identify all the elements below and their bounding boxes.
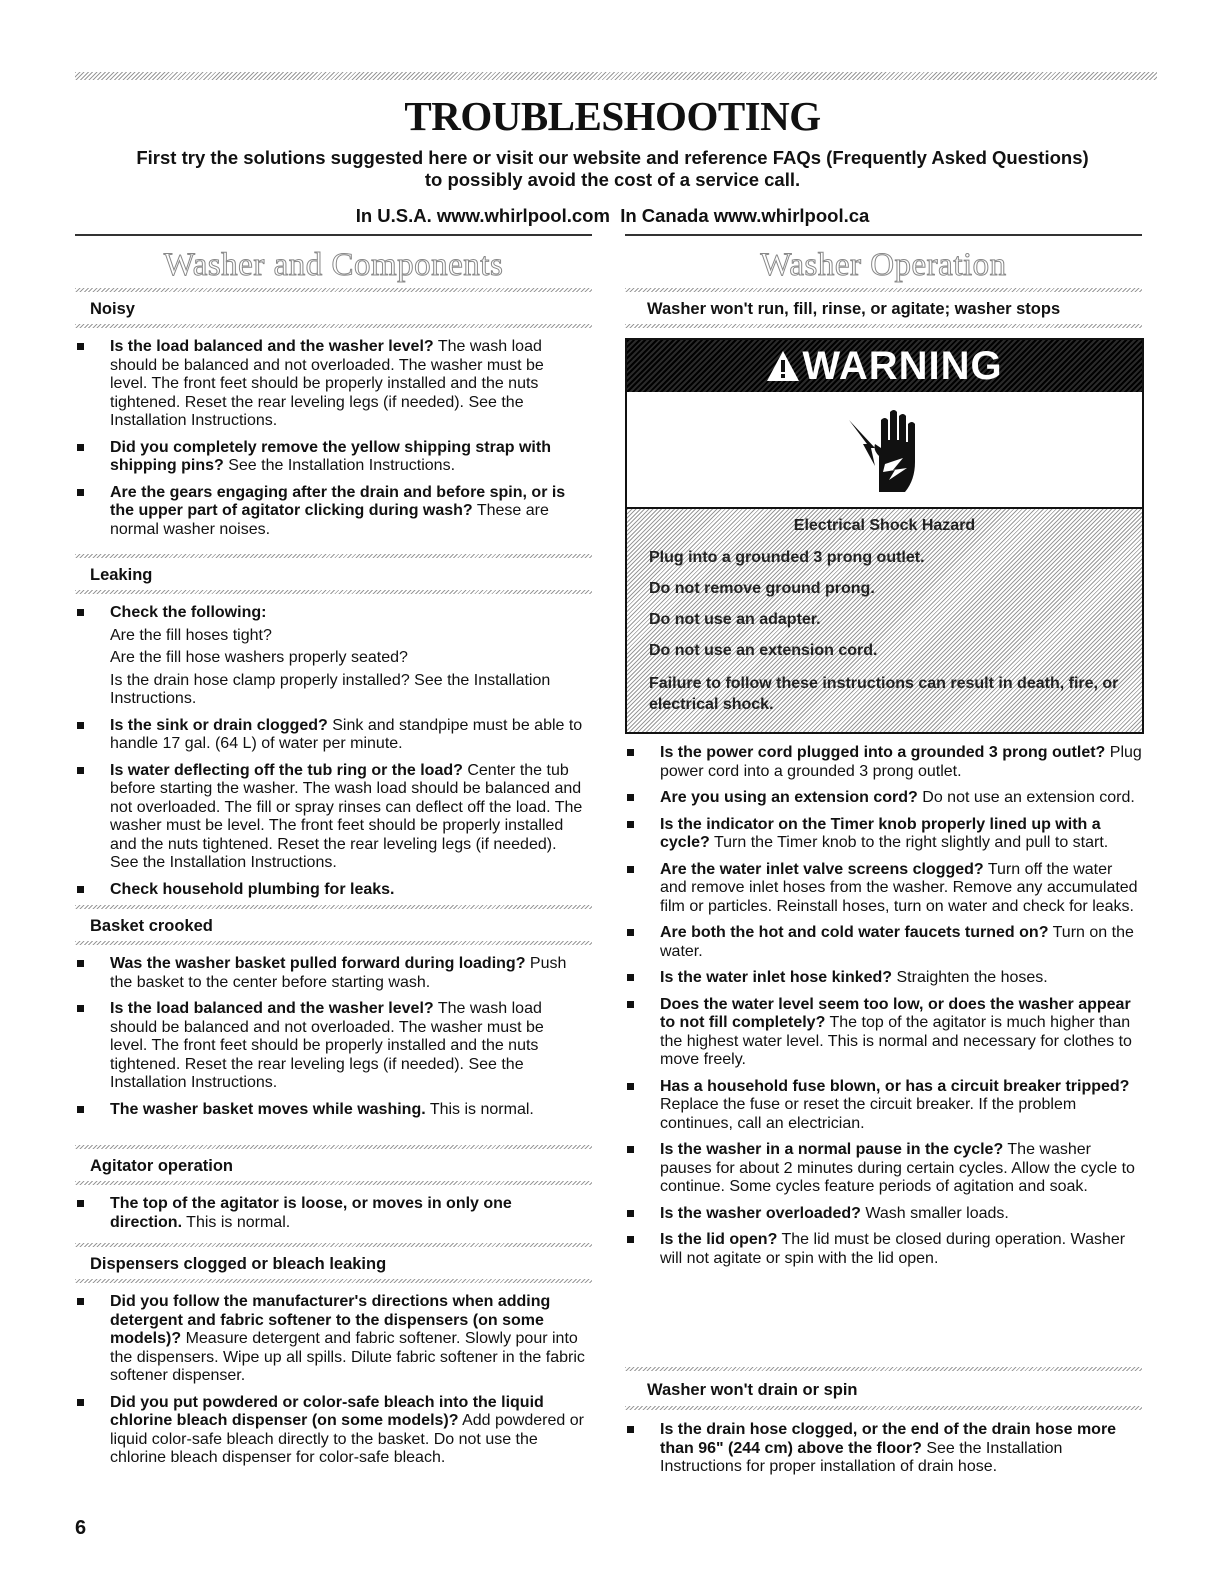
section-band — [75, 1279, 592, 1283]
answer-text: Turn off the water and remove inlet hoses from the washer. Remove any accumulated film or particles. Reinstall hoses, turn on water and check for leaks. — [660, 860, 1138, 915]
page-number: 6 — [75, 1517, 87, 1539]
list-item — [75, 484, 585, 540]
answer-text: The top of the agitator is much higher than the highest water level. This is normal and necessary for clothes to move freely. — [660, 1014, 1132, 1068]
list-item — [625, 924, 1142, 961]
question-text: Did you completely remove the yellow shipping strap with shipping pins? — [110, 438, 551, 474]
question-text: Is the indicator on the Timer knob properly lined up with a cycle? — [660, 815, 1101, 851]
section-title-washer-wont-run: Washer won't run, fill, rinse, or agitate; washer stops — [647, 300, 1061, 318]
list-item — [625, 1231, 1142, 1268]
list-item — [625, 1078, 1142, 1134]
list-item — [75, 1394, 585, 1468]
answer-text: See the Installation Instructions. — [223, 457, 456, 474]
question-text: Check the following: — [110, 604, 267, 621]
shock-hazard-graphic — [627, 392, 1142, 509]
answer-text: This is normal. — [425, 1100, 534, 1118]
question-text: Is the lid open? — [660, 1231, 778, 1248]
answer-text: Turn on the water. — [660, 924, 1134, 960]
warning-line-2: Do not remove ground prong. — [649, 580, 875, 597]
section-band — [75, 324, 592, 328]
warning-line-5: Failure to follow these instructions can result in death, fire, or electrical shock. — [649, 675, 1119, 713]
warning-line-1: Plug into a grounded 3 prong outlet. — [649, 549, 925, 566]
question-text: Is the water inlet hose kinked? — [660, 969, 893, 986]
section-band-bottom — [625, 324, 1142, 328]
question-text: Did you put powdered or color-safe bleach into the liquid chlorine bleach dispenser (on some models)? — [110, 1393, 544, 1429]
right-column-items-2 — [625, 1421, 1142, 1485]
list-item — [75, 881, 585, 900]
list-item — [75, 717, 585, 754]
section-band-top — [625, 288, 1142, 292]
right-column-heading: Washer Operation — [760, 247, 1007, 283]
warning-header — [627, 340, 1142, 392]
question-text: Is the washer in a normal pause in the cycle? — [660, 1141, 1004, 1158]
check-subitem: Are the fill hoses tight? — [110, 626, 272, 644]
question-text: Are both the hot and cold water faucets turned on? — [660, 924, 1049, 941]
question-text: The top of the agitator is loose, or moves in only one direction. — [110, 1195, 512, 1231]
answer-text: Plug power cord into a grounded 3 prong outlet. — [660, 744, 1142, 780]
section-band — [75, 941, 592, 945]
page-title: TROUBLESHOOTING — [404, 93, 821, 139]
answer-text: Push the basket to the center before starting wash. — [110, 955, 567, 991]
list-item — [75, 1195, 585, 1232]
list-item — [75, 439, 585, 476]
right-column-rule — [625, 234, 1142, 236]
question-text: Is the washer overloaded? — [660, 1204, 861, 1222]
list-item — [625, 1205, 1142, 1224]
section-band — [75, 1243, 592, 1247]
section-title: Noisy — [90, 300, 135, 318]
section-title: Leaking — [90, 566, 153, 584]
question-text: Are the gears engaging after the drain and before spin, or is the upper part of agitator clicking during wash? — [110, 483, 566, 519]
answer-text: Turn the Timer knob to the right slightly and pull to start. — [709, 834, 1109, 851]
warning-line-4: Do not use an extension cord. — [649, 642, 878, 659]
left-column-heading: Washer and Components — [163, 247, 504, 283]
section-title-wont-drain: Washer won't drain or spin — [647, 1381, 858, 1399]
list-item — [75, 604, 585, 709]
question-text: Has a household fuse blown, or has a circuit breaker tripped? — [660, 1077, 1130, 1095]
section-band — [75, 288, 592, 292]
list-item — [625, 861, 1142, 917]
section-band — [75, 905, 592, 909]
section-title: Dispensers clogged or bleach leaking — [90, 1255, 387, 1273]
answer-text: The lid must be closed during operation. Washer will not agitate or spin with the lid open. — [660, 1231, 1126, 1267]
question-text: Are you using an extension cord? — [660, 789, 918, 806]
top-decorative-band — [75, 72, 1157, 80]
list-item — [75, 1000, 585, 1093]
check-subitem: Is the drain hose clamp properly installed? See the Installation Instructions. — [110, 671, 551, 707]
question-text: Is the load balanced and the washer level? — [110, 1000, 434, 1017]
answer-text: Do not use an extension cord. — [917, 789, 1135, 806]
question-text: Are the water inlet valve screens clogged? — [660, 860, 984, 878]
list-item — [75, 1101, 585, 1120]
answer-text: These are normal washer noises. — [110, 502, 549, 538]
question-text: Did you follow the manufacturer's directions when adding detergent and fabric softener to the dispensers (on some models)? — [110, 1293, 551, 1347]
warning-hazard: Electrical Shock Hazard — [793, 517, 976, 534]
question-text: Does the water level seem too low, or does the washer appear to not fill completely? — [660, 995, 1131, 1031]
intro-line-1: First try the solutions suggested here or visit our website and reference FAQs (Frequently Asked Questions) — [136, 147, 1089, 168]
question-text: Is the drain hose clogged, or the end of the drain hose more than 96" (244 cm) above the floor? — [660, 1421, 1117, 1457]
section-title: Agitator operation — [90, 1157, 233, 1175]
question-text: Check household plumbing for leaks. — [110, 880, 395, 898]
websites-line: In U.S.A. www.whirlpool.com In Canada www.whirlpool.ca — [355, 205, 870, 226]
right-column-items-1 — [625, 744, 1142, 1276]
answer-text: The wash load should be balanced and not overloaded. The washer must be level. The front feet should be properly installed and the nuts tightened. Reset the rear leveling legs (if needed). See the Installation Instructions. — [110, 1000, 544, 1091]
answer-text: Sink and standpipe must be able to handle 17 gal. (64 L) of water per minute. — [110, 716, 583, 752]
list-item — [625, 996, 1142, 1070]
list-item — [75, 762, 585, 873]
intro-line-2: to possibly avoid the cost of a service call. — [424, 169, 801, 190]
list-item — [625, 969, 1142, 988]
answer-text: Measure detergent and fabric softener. Slowly pour into the dispensers. Wipe up all spills. Dilute fabric softener in the fabric softener dispenser. — [110, 1330, 585, 1384]
answer-text: Add powdered or liquid color-safe bleach directly to the basket. Do not use the chlorine bleach dispenser for color-safe bleach. — [110, 1412, 584, 1466]
question-text: Is the sink or drain clogged? — [110, 716, 328, 734]
check-subitem: Are the fill hose washers properly seated? — [110, 649, 408, 666]
answer-text: Straighten the hoses. — [892, 969, 1048, 986]
warning-text-area — [627, 509, 1142, 732]
section-band — [75, 1181, 592, 1185]
warning-triangle-icon — [766, 349, 800, 383]
list-item — [625, 816, 1142, 853]
answer-text: Center the tub before starting the washer. The wash load should be balanced and not overloaded. The fill or spray rinses can deflect off the load. The washer must be level. The front feet should be properly installed and the nuts tightened. Reset the rear leveling legs (if needed). See the Installation Instructions. — [110, 761, 583, 871]
section-title: Basket crooked — [90, 917, 213, 935]
section-band — [75, 1145, 592, 1149]
electric-shock-hand-icon — [845, 400, 925, 500]
question-text: Was the washer basket pulled forward during loading? — [110, 955, 526, 972]
question-text: Is the power cord plugged into a grounded 3 prong outlet? — [660, 744, 1106, 761]
left-column-rule — [75, 234, 592, 236]
list-item — [75, 1293, 585, 1386]
list-item — [75, 338, 585, 431]
answer-text: The washer pauses for about 2 minutes during certain cycles. Allow the cycle to continue. Some cycles feature periods of agitation and soak. — [660, 1141, 1135, 1195]
answer-text: See the Installation Instructions for proper installation of drain hose. — [660, 1439, 1063, 1475]
intro-text — [100, 147, 1125, 191]
warning-line-3: Do not use an adapter. — [649, 611, 821, 628]
list-item — [75, 955, 585, 992]
section-band-drain-top — [625, 1367, 1142, 1371]
list-item — [625, 1141, 1142, 1197]
section-band — [75, 590, 592, 594]
answer-text: Wash smaller loads. — [860, 1204, 1009, 1222]
section-band-drain-bottom — [625, 1406, 1142, 1410]
list-item — [625, 744, 1142, 781]
answer-text: The wash load should be balanced and not overloaded. The washer must be level. The front feet should be properly installed and the nuts tightened. Reset the rear leveling legs (if needed). See the Installation Instructions. — [110, 338, 544, 429]
list-item — [625, 1421, 1142, 1477]
section-band — [75, 554, 592, 558]
question-text: The washer basket moves while washing. — [110, 1100, 426, 1118]
answer-text: Replace the fuse or reset the circuit breaker. If the problem continues, call an electrician. — [660, 1096, 1077, 1132]
warning-header-label: WARNING — [802, 344, 1003, 388]
answer-text: This is normal. — [182, 1213, 291, 1231]
warning-box — [625, 338, 1144, 734]
list-item — [625, 789, 1142, 808]
question-text: Is water deflecting off the tub ring or the load? — [110, 761, 463, 779]
question-text: Is the load balanced and the washer level? — [110, 338, 434, 355]
